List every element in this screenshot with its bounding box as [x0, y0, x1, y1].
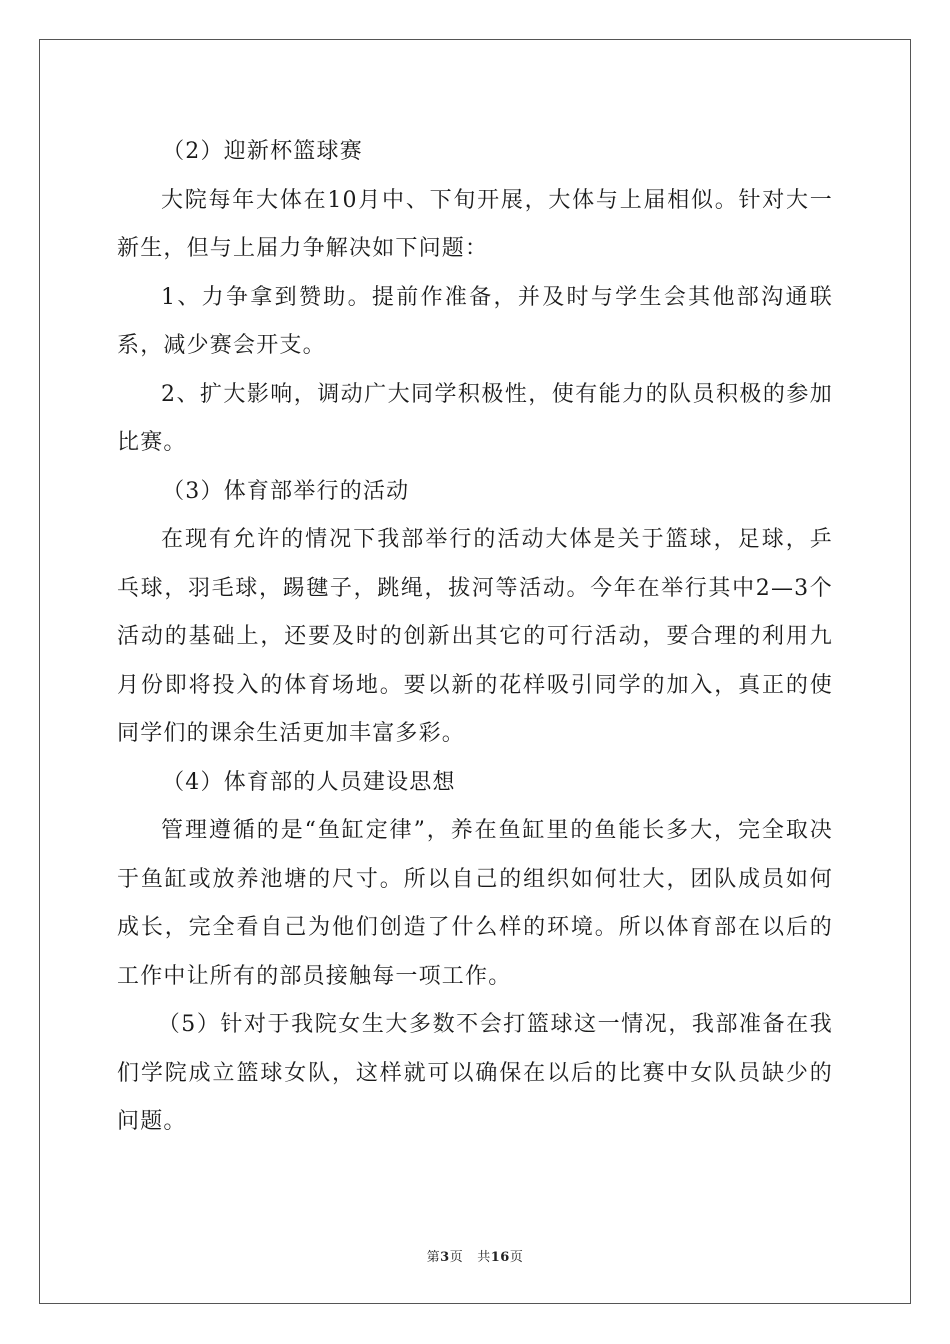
section-heading-3: （3）体育部举行的活动 [162, 478, 410, 504]
document-body [117, 128, 833, 1147]
page-unit: 页 [449, 1250, 464, 1265]
paragraph-staff-thinking: 管理遵循的是“鱼缸定律”，养在鱼缸里的鱼能长多大，完全取决于鱼缸或放养池塘的尺寸。所以自己的组织如何壮大，团队成员如何成长，完全看自己为他们创造了什么样的环境。所以体育部在以后的工作中让所有的部员接触每一项工作。 [117, 818, 833, 989]
total-pages: 16 [490, 1250, 510, 1265]
total-prefix: 共 [477, 1250, 491, 1265]
paragraph-item-1: 1、力争拿到赞助。提前作准备，并及时与学生会其他部沟通联系，减少赛会开支。 [117, 284, 833, 358]
total-unit: 页 [509, 1250, 524, 1265]
section-heading-4: （4）体育部的人员建设思想 [162, 769, 456, 795]
page-footer [0, 1246, 950, 1265]
paragraph-intro: 大院每年大体在10月中、下旬开展，大体与上届相似。针对大一新生，但与上届力争解决如下问题： [117, 187, 833, 261]
page-number: 3 [440, 1250, 450, 1265]
paragraph-item-2: 2、扩大影响，调动广大同学积极性，使有能力的队员积极的参加比赛。 [117, 381, 833, 455]
paragraph-activities: 在现有允许的情况下我部举行的活动大体是关于篮球，足球，乒乓球，羽毛球，踢毽子，跳绳，拔河等活动。今年在举行其中2—3个活动的基础上，还要及时的创新出其它的可行活动，要合理的利用九月份即将投入的体育场地。要以新的花样吸引同学的加入，真正的使同学们的课余生活更加丰富多彩。 [117, 527, 833, 746]
page-prefix: 第 [426, 1250, 441, 1265]
paragraph-section-5: （5）针对于我院女生大多数不会打篮球这一情况，我部准备在我们学院成立篮球女队，这样就可以确保在以后的比赛中女队员缺少的问题。 [117, 1012, 833, 1134]
section-heading-2: （2）迎新杯篮球赛 [162, 139, 363, 164]
